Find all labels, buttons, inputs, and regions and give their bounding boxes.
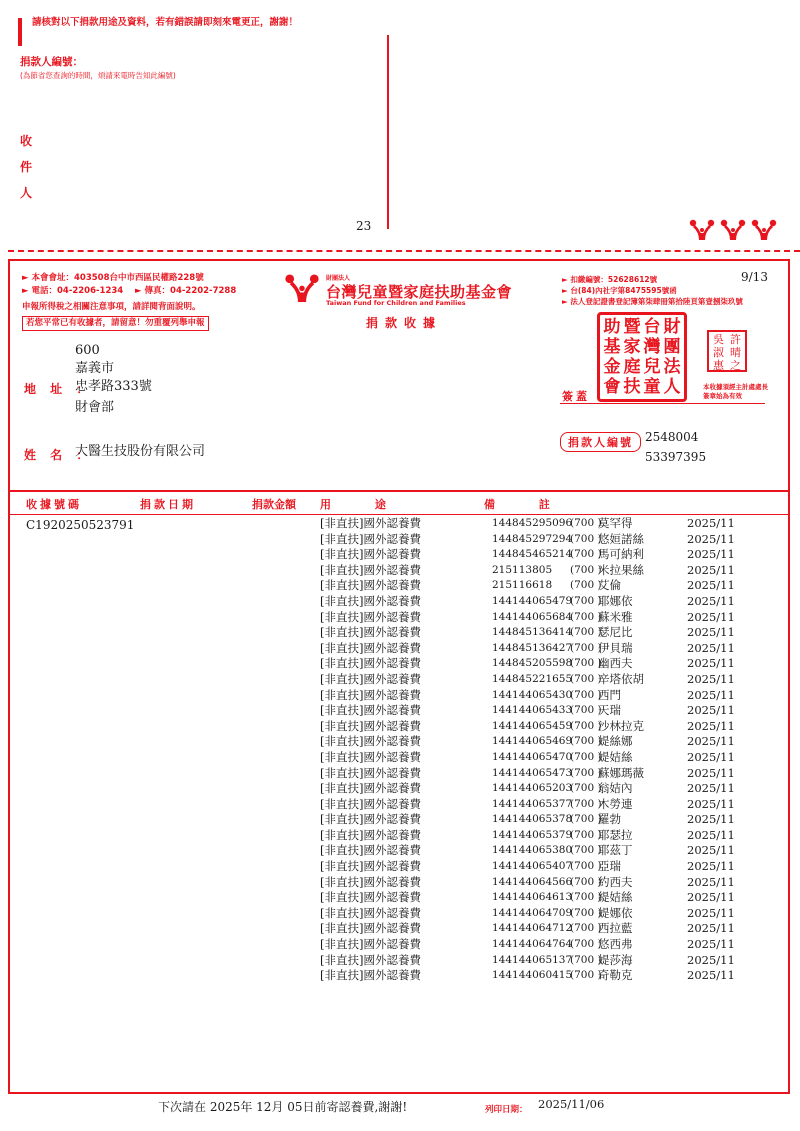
row-purpose: [非直扶]國外認養費 <box>320 640 421 655</box>
row-child-name: 天瑞 <box>598 703 621 718</box>
recipient-char: 人 <box>20 186 33 200</box>
table-row <box>320 766 740 782</box>
row-child-number: 144144065380 <box>492 844 573 857</box>
row-child-name: 西門 <box>598 687 621 702</box>
column-header-date: 捐款日期 <box>140 498 196 511</box>
table-row <box>320 937 740 953</box>
row-code: (700 ) <box>570 532 602 545</box>
row-code: (700 ) <box>570 782 602 795</box>
table-row <box>320 656 740 672</box>
row-period: 2025/11 <box>687 516 735 530</box>
row-period: 2025/11 <box>687 687 735 702</box>
row-code: (700 ) <box>570 953 602 966</box>
verification-notice: 請核對以下捐款用途及資料，若有錯誤請即刻來電更正，謝謝！ <box>32 17 299 28</box>
row-purpose: [非直扶]國外認養費 <box>320 609 421 624</box>
donor-number: 2548004 <box>645 430 699 444</box>
row-code: (700 ) <box>570 626 602 639</box>
page-of-total: 9/13 <box>741 270 768 284</box>
row-code: (700 ) <box>570 797 602 810</box>
row-child-number: 144845221655 <box>492 672 573 685</box>
column-header-amount: 捐款金額 <box>252 498 296 511</box>
row-code: (700 ) <box>570 704 602 717</box>
row-child-number: 144845205598 <box>492 657 573 670</box>
row-purpose: [非直扶]國外認養費 <box>320 749 421 764</box>
table-row <box>320 750 740 766</box>
table-row <box>320 781 740 797</box>
row-child-number: 215116618 <box>492 579 553 592</box>
row-purpose: [非直扶]國外認養費 <box>320 796 421 811</box>
row-code: (700 ) <box>570 579 602 592</box>
row-purpose: [非直扶]國外認養費 <box>320 781 421 796</box>
row-child-name: 悠姮諾絲 <box>598 531 644 546</box>
print-date: 2025/11/06 <box>538 1097 605 1111</box>
table-row <box>320 625 740 641</box>
row-child-name: 馬可納利 <box>598 547 644 562</box>
row-purpose: [非直扶]國外認養費 <box>320 718 421 733</box>
row-purpose: [非直扶]國外認養費 <box>320 890 421 905</box>
row-child-name: 艾倫 <box>598 578 621 593</box>
row-code: (700 ) <box>570 641 602 654</box>
row-child-name: 耶茲丁 <box>598 843 633 858</box>
row-period: 2025/11 <box>687 593 735 608</box>
row-period: 2025/11 <box>687 874 735 889</box>
row-child-number: 144144064712 <box>492 922 573 935</box>
duplicate-warning: 若您平常已有收據者，請留意！勿重覆列舉申報 <box>22 316 209 331</box>
row-child-number: 144144064709 <box>492 906 573 919</box>
row-child-name: 瑟尼比 <box>598 625 633 640</box>
row-purpose: [非直扶]國外認養費 <box>320 952 421 967</box>
row-child-name: 媞姞絲 <box>598 749 633 764</box>
row-child-name: 幽西夫 <box>598 656 633 671</box>
row-child-number: 144144060415 <box>492 969 573 982</box>
row-child-name: 蘇娜瑪薇 <box>598 765 644 780</box>
row-child-number: 144144065407 <box>492 860 573 873</box>
donor-tax-id: 53397395 <box>645 450 707 464</box>
row-child-name: 悠西弗 <box>598 937 633 952</box>
row-period: 2025/11 <box>687 547 735 562</box>
official-seal-stamp: 助 暨 台 財 基 家 灣 團 金 庭 兒 法 會 扶 童 人 <box>597 312 687 402</box>
row-child-number: 144144065469 <box>492 735 573 748</box>
row-period: 2025/11 <box>687 781 735 796</box>
row-child-name: 亞瑞 <box>598 859 621 874</box>
row-purpose: [非直扶]國外認養費 <box>320 593 421 608</box>
table-row <box>320 672 740 688</box>
row-code: (700 ) <box>570 688 602 701</box>
row-purpose: [非直扶]國外認養費 <box>320 687 421 702</box>
row-child-number: 144144065379 <box>492 828 573 841</box>
row-period: 2025/11 <box>687 578 735 593</box>
row-period: 2025/11 <box>687 671 735 686</box>
row-purpose: [非直扶]國外認養費 <box>320 562 421 577</box>
table-row <box>320 610 740 626</box>
row-period: 2025/11 <box>687 812 735 827</box>
receipt-number: C1920250523791 <box>26 518 135 532</box>
row-period: 2025/11 <box>687 921 735 936</box>
donor-identifiers <box>645 427 706 467</box>
donor-number-badge: 捐款人編號 <box>560 432 641 452</box>
address-city: 嘉義市 <box>75 361 115 376</box>
row-purpose: [非直扶]國外認養費 <box>320 671 421 686</box>
table-row <box>320 859 740 875</box>
row-code: (700 ) <box>570 844 602 857</box>
column-header-receipt-no: 收據號碼 <box>26 498 82 511</box>
foundation-logo-icon <box>688 218 780 244</box>
column-header-remarks: 備 註 <box>484 498 550 511</box>
table-row <box>320 641 740 657</box>
table-row <box>320 563 740 579</box>
row-child-number: 144144064613 <box>492 891 573 904</box>
row-child-name: 蘇米雅 <box>598 609 633 624</box>
row-purpose: [非直扶]國外認養費 <box>320 656 421 671</box>
row-period: 2025/11 <box>687 968 735 983</box>
recipient-char: 收 <box>20 134 33 148</box>
row-code: (700 ) <box>570 766 602 779</box>
permit-number: ► 台(84)內社字第8475595號函 <box>562 286 677 295</box>
table-top-border <box>8 490 790 492</box>
row-period: 2025/11 <box>687 937 735 952</box>
org-prefix: 財團法人 <box>326 275 351 282</box>
row-period: 2025/11 <box>687 609 735 624</box>
row-purpose: [非直扶]國外認養費 <box>320 968 421 983</box>
table-row <box>320 921 740 937</box>
row-code: (700 ) <box>570 719 602 732</box>
row-code: (700 ) <box>570 657 602 670</box>
row-child-name: 約西夫 <box>598 874 633 889</box>
table-row <box>320 875 740 891</box>
row-period: 2025/11 <box>687 827 735 842</box>
row-code: (700 ) <box>570 517 602 529</box>
table-row <box>320 547 740 563</box>
foundation-phone-fax <box>22 285 236 298</box>
donor-number-label: 捐款人編號： <box>20 56 83 68</box>
row-code: (700 ) <box>570 938 602 951</box>
row-period: 2025/11 <box>687 765 735 780</box>
row-code: (700 ) <box>570 750 602 763</box>
row-child-name: 耶瑟拉 <box>598 827 633 842</box>
row-child-number: 144144064566 <box>492 875 573 888</box>
row-code: (700 ) <box>570 922 602 935</box>
row-purpose: [非直扶]國外認養費 <box>320 703 421 718</box>
row-code: (700 ) <box>570 594 602 607</box>
table-row <box>320 734 740 750</box>
row-child-name: 辛塔依胡 <box>598 671 644 686</box>
row-period: 2025/11 <box>687 625 735 640</box>
table-row <box>320 843 740 859</box>
row-code: (700 ) <box>570 969 602 982</box>
row-period: 2025/11 <box>687 796 735 811</box>
row-child-name: 媞絲娜 <box>598 734 633 749</box>
row-child-name: 伊貝瑞 <box>598 640 633 655</box>
row-period: 2025/11 <box>687 890 735 905</box>
row-child-number: 144845136414 <box>492 626 573 639</box>
row-period: 2025/11 <box>687 749 735 764</box>
row-period: 2025/11 <box>687 656 735 671</box>
address-street: 忠孝路333號 <box>75 379 152 394</box>
row-code: (700 ) <box>570 828 602 841</box>
row-child-number: 144144065479 <box>492 594 573 607</box>
foundation-fax: ► 傳真：04-2202-7288 <box>135 286 237 296</box>
address-label: 地 址 ： <box>24 382 94 396</box>
row-child-name: 翁姞內 <box>598 781 633 796</box>
donor-name: 大醫生技股份有限公司 <box>75 444 206 459</box>
address-department: 財會部 <box>75 400 115 415</box>
row-code: (700 ) <box>570 563 602 576</box>
registration-number: ► 法人登記證書登記簿第柒肆冊第拾陸頁第壹捌柒玖號 <box>562 297 743 306</box>
table-row <box>320 890 740 906</box>
row-child-name: 媞娜依 <box>598 905 633 920</box>
table-row <box>320 953 740 969</box>
org-name: 台灣兒童暨家庭扶助基金會 <box>326 283 513 301</box>
table-row <box>320 828 740 844</box>
envelope-fold-line <box>387 35 389 229</box>
signature-line <box>560 403 765 404</box>
print-date-label: 列印日期： <box>485 1105 528 1115</box>
row-purpose: [非直扶]國外認養費 <box>320 827 421 842</box>
row-period: 2025/11 <box>687 640 735 655</box>
row-purpose: [非直扶]國外認養費 <box>320 547 421 562</box>
row-period: 2025/11 <box>687 718 735 733</box>
address-postal-code: 600 <box>75 343 100 358</box>
table-row <box>320 703 740 719</box>
document-title: 捐款收據 <box>366 316 443 330</box>
row-purpose: [非直扶]國外認養費 <box>320 578 421 593</box>
row-code: (700 ) <box>570 672 602 685</box>
row-code: (700 ) <box>570 610 602 623</box>
row-period: 2025/11 <box>687 531 735 546</box>
chairman-seal-stamp: 吳 許 淑 晴 惠 之 <box>707 330 747 372</box>
next-payment-reminder: 下次請在 2025年 12月 05日前寄認養費,謝謝! <box>158 1100 408 1114</box>
row-child-number: 144144065459 <box>492 719 573 732</box>
foundation-registration-info <box>562 274 743 307</box>
table-row <box>320 688 740 704</box>
table-row <box>320 812 740 828</box>
recipient-label <box>20 128 34 206</box>
row-child-number: 144144065137 <box>492 953 573 966</box>
donor-address <box>75 342 152 417</box>
page-number: 23 <box>356 219 372 233</box>
foundation-contact-info <box>22 272 236 331</box>
row-child-number: 215113805 <box>492 563 553 576</box>
row-child-name: 耶娜依 <box>598 593 633 608</box>
row-period: 2025/11 <box>687 843 735 858</box>
row-period: 2025/11 <box>687 859 735 874</box>
table-row <box>320 968 740 984</box>
row-child-number: 144144065473 <box>492 766 573 779</box>
row-purpose: [非直扶]國外認養費 <box>320 905 421 920</box>
row-child-number: 144144065378 <box>492 813 573 826</box>
foundation-address: ► 本會會址：403508台中市西區民權路228號 <box>22 273 204 283</box>
row-child-name: 西拉藍 <box>598 921 633 936</box>
table-row <box>320 516 740 532</box>
row-child-name: 木勞連 <box>598 796 633 811</box>
row-child-name: 米拉果絲 <box>598 562 644 577</box>
row-child-number: 144845295096 <box>492 517 573 529</box>
row-purpose: [非直扶]國外認養費 <box>320 812 421 827</box>
column-header-purpose: 用 途 <box>320 498 386 511</box>
row-code: (700 ) <box>570 891 602 904</box>
row-child-name: 媞莎海 <box>598 952 633 967</box>
row-purpose: [非直扶]國外認養費 <box>320 531 421 546</box>
org-name-english: Taiwan Fund for Children and Families <box>326 299 466 307</box>
row-purpose: [非直扶]國外認養費 <box>320 843 421 858</box>
table-header-divider <box>8 514 790 515</box>
row-period: 2025/11 <box>687 952 735 967</box>
row-child-number: 144144065430 <box>492 688 573 701</box>
table-row <box>320 532 740 548</box>
row-child-name: 沙林拉克 <box>598 718 644 733</box>
row-child-number: 144144064764 <box>492 938 573 951</box>
table-row <box>320 578 740 594</box>
row-child-name: 莫罕得 <box>598 516 633 530</box>
tax-note: 申報所得稅之相關注意事項，請詳閱背面說明。 <box>22 302 201 312</box>
row-child-number: 144144065470 <box>492 750 573 763</box>
row-child-name: 羅勃 <box>598 812 621 827</box>
row-period: 2025/11 <box>687 734 735 749</box>
row-child-name: 緹姞絲 <box>598 890 633 905</box>
row-purpose: [非直扶]國外認養費 <box>320 874 421 889</box>
donor-number-note: (為節省您查詢的時間，煩請來電時告知此編號) <box>20 71 176 80</box>
row-purpose: [非直扶]國外認養費 <box>320 921 421 936</box>
foundation-phone: ► 電話：04-2206-1234 <box>22 286 124 296</box>
row-code: (700 ) <box>570 548 602 561</box>
row-purpose: [非直扶]國外認養費 <box>320 734 421 749</box>
row-child-number: 144845297294 <box>492 532 573 545</box>
donation-rows <box>320 516 740 984</box>
row-purpose: [非直扶]國外認養費 <box>320 625 421 640</box>
recipient-char: 件 <box>20 160 33 174</box>
signature-label: 簽蓋 <box>562 390 590 403</box>
row-code: (700 ) <box>570 875 602 888</box>
row-child-number: 144845465214 <box>492 548 573 561</box>
row-code: (700 ) <box>570 813 602 826</box>
withholding-number: ► 扣繳編號：52628612號 <box>562 275 658 284</box>
row-purpose: [非直扶]國外認養費 <box>320 765 421 780</box>
row-purpose: [非直扶]國外認養費 <box>320 937 421 952</box>
table-row <box>320 594 740 610</box>
tear-off-dashed-line <box>8 250 800 252</box>
notice-accent-bar <box>18 18 22 46</box>
seal-validity-note: 本收據須經主計處處長簽章始為有效 <box>703 383 768 400</box>
row-child-name: 奇勒克 <box>598 968 633 983</box>
row-child-number: 144845136427 <box>492 641 573 654</box>
name-label: 姓 名 ： <box>24 448 94 462</box>
row-code: (700 ) <box>570 735 602 748</box>
row-child-number: 144144065377 <box>492 797 573 810</box>
row-code: (700 ) <box>570 860 602 873</box>
row-purpose: [非直扶]國外認養費 <box>320 859 421 874</box>
row-period: 2025/11 <box>687 703 735 718</box>
table-row <box>320 719 740 735</box>
row-child-number: 144144065684 <box>492 610 573 623</box>
row-period: 2025/11 <box>687 562 735 577</box>
row-child-number: 144144065433 <box>492 704 573 717</box>
table-row <box>320 906 740 922</box>
row-child-number: 144144065203 <box>492 782 573 795</box>
table-row <box>320 797 740 813</box>
row-code: (700 ) <box>570 906 602 919</box>
row-purpose: [非直扶]國外認養費 <box>320 516 421 530</box>
row-period: 2025/11 <box>687 905 735 920</box>
org-logo-icon <box>282 272 322 306</box>
